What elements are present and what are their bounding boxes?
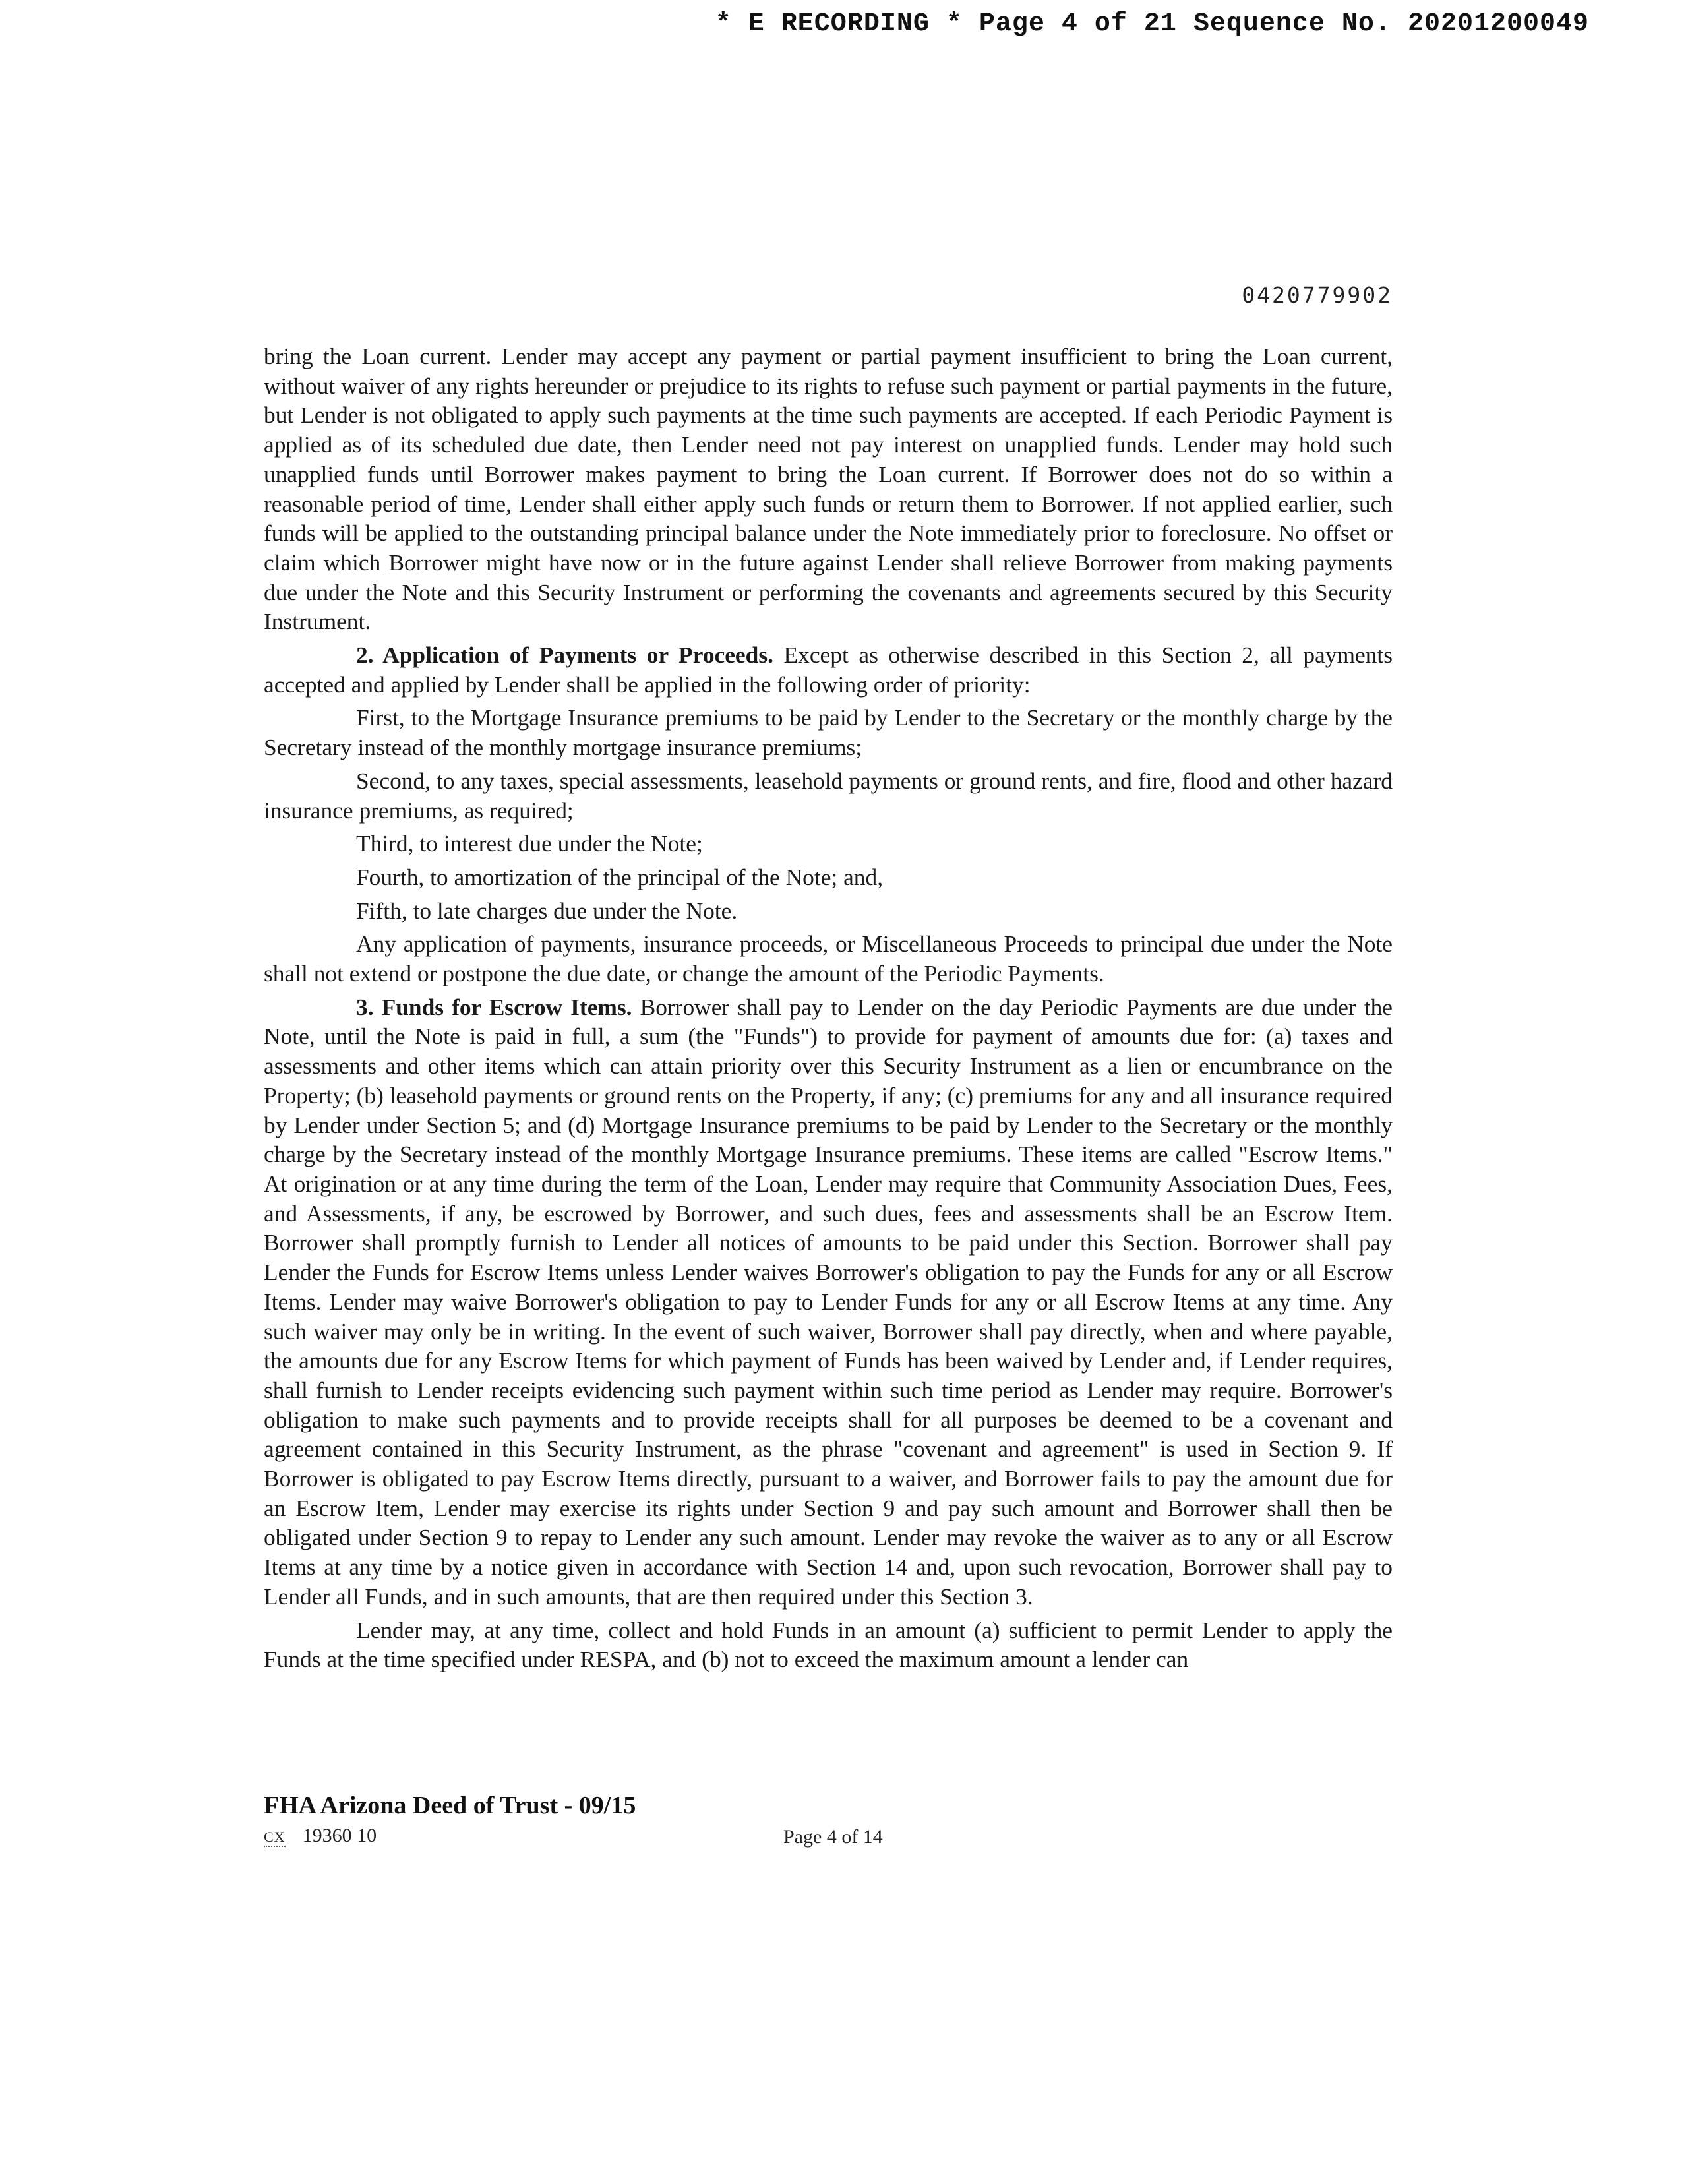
section-2-title: 2. Application of Payments or Proceeds.: [356, 642, 773, 669]
priority-fifth: Fifth, to late charges due under the Note.: [356, 897, 738, 924]
application-paragraph: Any application of payments, insurance proceeds, or Miscellaneous Proceeds to principal due under the Note shall not extend or postpone the due date, or change the amount of the Periodic Payments.: [264, 930, 1393, 987]
priority-fourth: Fourth, to amortization of the principal of the Note; and,: [356, 863, 884, 890]
document-body: [264, 342, 1393, 1678]
section-3-paragraph: [264, 992, 1393, 1612]
lender-may-paragraph: Lender may, at any time, collect and hold Funds in an amount (a) sufficient to permit Lender to apply the Funds at the time specified under RESPA, and (b) not to exceed the maximum amount a lender can: [264, 1616, 1393, 1673]
paragraph-continued: bring the Loan current. Lender may accept any payment or partial payment insufficient to bring the Loan current, without waiver of any rights hereunder or prejudice to its rights to refuse such payment or partial payments in the future, but Lender is not obligated to apply such payments at the time such payments are accepted. If each Periodic Payment is applied as of its scheduled due date, then Lender need not pay interest on unapplied funds. Lender may hold such unapplied funds until Borrower makes payment to bring the Loan current. If Borrower does not do so within a reasonable period of time, Lender shall either apply such funds or return them to Borrower. If not applied earlier, such funds will be applied to the outstanding principal balance under the Note immediately prior to foreclosure. No offset or claim which Borrower might have now or in the future against Lender shall relieve Borrower from making payments due under the Note and this Security Instrument or performing the covenants and agreements secured by this Security Instrument.: [264, 343, 1393, 635]
section-3-title: 3. Funds for Escrow Items.: [356, 993, 632, 1020]
form-code: CX: [264, 1829, 286, 1847]
form-title: FHA Arizona Deed of Trust - 09/15: [264, 1792, 636, 1819]
section-2-paragraph: [264, 640, 1393, 699]
loan-number: 0420779902: [1242, 282, 1393, 308]
recording-header: * E RECORDING * Page 4 of 21 Sequence No. 20201200049: [715, 9, 1589, 39]
page-number: Page 4 of 14: [783, 1826, 883, 1848]
priority-third: Third, to interest due under the Note;: [356, 830, 703, 857]
form-number: 19360 10: [302, 1825, 377, 1846]
section-2-text: Except as otherwise described in this Section 2, all payments accepted and applied by Lender shall be applied in the following order of priority:: [264, 642, 1393, 698]
priority-second: Second, to any taxes, special assessments, leasehold payments or ground rents, and fire, flood and other hazard insurance premiums, as required;: [264, 767, 1393, 824]
section-3-text: Borrower shall pay to Lender on the day Periodic Payments are due under the Note, until the Note is paid in full, a sum (the "Funds") to provide for payment of amounts due for: (a) taxes and assessments and other items which can attain priority over this Security Instrument as a lien or encumbrance on the Property; (b) leasehold payments or ground rents on the Property, if any; (c) premiums for any and all insurance required by Lender under Section 5; and (d) Mortgage Insurance premiums to be paid by Lender to the Secretary or the monthly charge by the Secretary instead of the monthly Mortgage Insurance premiums. These items are called "Escrow Items." At origination or at any time during the term of the Loan, Lender may require that Community Association Dues, Fees, and Assessments, if any, be escrowed by Borrower, and such dues, fees and assessments shall be an Escrow Item. Borrower shall promptly furnish to Lender all notices of amounts to be paid under this Section. Borrower shall pay Lender the Funds for Escrow Items unless Lender waives Borrower's obligation to pay the Funds for any or all Escrow Items. Lender may waive Borrower's obligation to pay to Lender Funds for any or all Escrow Items at any time. Any such waiver may only be in writing. In the event of such waiver, Borrower shall pay directly, when and where payable, the amounts due for any Escrow Items for which payment of Funds has been waived by Lender and, if Lender requires, shall furnish to Lender receipts evidencing such payment within such time period as Lender may require. Borrower's obligation to make such payments and to provide receipts shall for all purposes be deemed to be a covenant and agreement contained in this Security Instrument, as the phrase "covenant and agreement" is used in Section 9. If Borrower is obligated to pay Escrow Items directly, pursuant to a waiver, and Borrower fails to pay the amount due for an Escrow Item, Lender may exercise its rights under Section 9 and pay such amount and Borrower shall then be obligated under Section 9 to repay to Lender any such amount. Lender may revoke the waiver as to any or all Escrow Items at any time by a notice given in accordance with Section 14 and, upon such revocation, Borrower shall pay to Lender all Funds, and in such amounts, that are then required under this Section 3.: [264, 993, 1393, 1610]
priority-first: First, to the Mortgage Insurance premiums to be paid by Lender to the Secretary or the monthly charge by the Secretary instead of the monthly mortgage insurance premiums;: [264, 704, 1393, 761]
form-identifier: [264, 1825, 377, 1847]
